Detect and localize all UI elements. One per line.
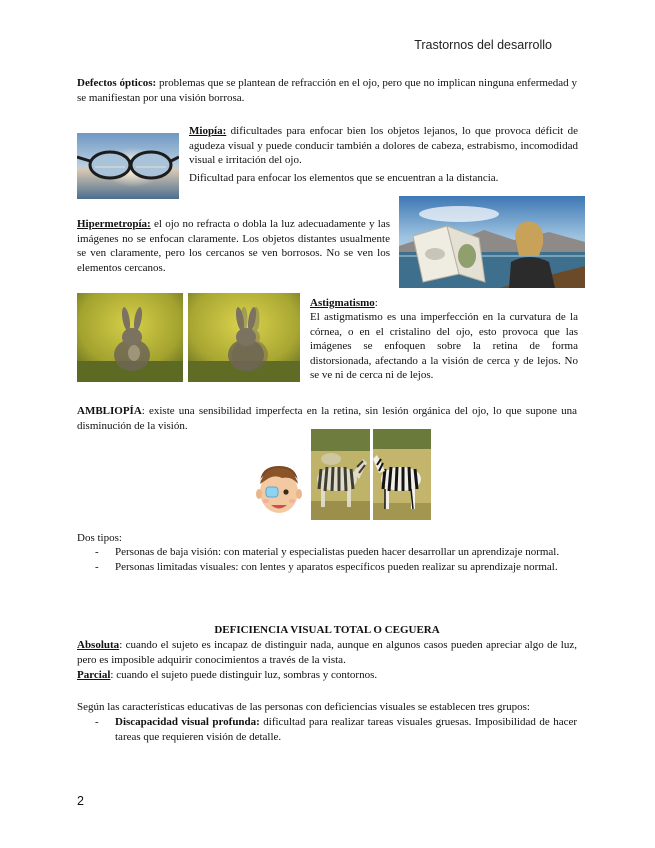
term-parcial: Parcial (77, 669, 111, 681)
miopia-text: dificultades para enfocar bien los objetos lejanos, lo que provoca déficit de agudeza visual y puede conducir también a dolores de cabeza, estrabismo, incomodidad visual e irritación del ojo. (189, 125, 578, 166)
tipos-list (77, 545, 577, 574)
tipos-intro: Dos tipos: (77, 532, 122, 544)
term-hipermetropia: Hipermetropía: (77, 218, 151, 230)
miopia-summary: Dificultad para enfocar los elementos que se encuentran a la distancia. (189, 172, 499, 184)
image-glasses-sea (77, 133, 179, 199)
term-absoluta: Absoluta (77, 639, 120, 651)
list-item: - Personas limitadas visuales: con lentes y aparatos específicos pueden realizar su aprendizaje normal. (77, 560, 577, 575)
term-miopia: Miopía: (189, 125, 227, 137)
ambliopia-text: : existe una sensibilidad imperfecta en la retina, sin lesión orgánica del ojo, lo que supone una disminución de la visión. (77, 405, 577, 432)
image-rabbit-double (188, 293, 300, 382)
term-defectos-opticos: Defectos ópticos: (77, 77, 157, 89)
paragraph-miopia (189, 124, 578, 168)
grupo-term: Discapacidad visual profunda: (115, 716, 260, 728)
section-heading-ceguera (77, 623, 577, 638)
term-astigmatismo: Astigmatismo (310, 297, 375, 309)
image-zebras-sharp (373, 429, 431, 520)
image-zebras-blurred (311, 429, 370, 520)
grupos-intro: Según las características educativas de las personas con deficiencias visuales se establecen tres grupos: (77, 701, 530, 713)
astigmatismo-colon: : (374, 297, 378, 309)
list-item (77, 715, 577, 744)
defectos-text: problemas que se plantean de refracción en el ojo, pero que no implican ninguna enfermedad y se manifiestan por una visión borrosa. (77, 77, 577, 104)
page-number: 2 (77, 794, 84, 808)
absoluta-text: : cuando el sujeto es incapaz de distinguir nada, aunque en algunos casos pueden apreciar algo de luz, pero es imposible adquirir conocimientos a través de la vista. (77, 639, 577, 666)
ceguera-heading-text: DEFICIENCIA VISUAL TOTAL O CEGUERA (214, 624, 440, 636)
paragraph-absoluta (77, 638, 577, 667)
parcial-text: : cuando el sujeto puede distinguir luz, sombras y contornos. (110, 669, 378, 681)
image-rabbit-blurred (77, 293, 183, 382)
paragraph-defectos-opticos (77, 76, 577, 105)
grupo-text: dificultad para realizar tareas visuales gruesas. Imposibilidad de hacer tareas que requieren visión de detalle. (115, 716, 578, 743)
list-item: - Personas de baja visión: con material y especialistas pueden hacer desarrollar un aprendizaje normal. (77, 545, 577, 560)
paragraph-astigmatismo: El astigmatismo es una imperfección en la curvatura de la córnea, o en el cristalino del ojo, esto provoca que las imágenes se enfoquen sobre la retina de forma distorsionada, afectando a la visión de cerca y de lejos. No se ve ni de cerca ni de lejos. (310, 311, 578, 381)
image-boy-eye-patch (254, 462, 304, 518)
running-header: Trastornos del desarrollo (414, 38, 552, 52)
astigmatismo-title (310, 296, 578, 311)
paragraph-hipermetropia (77, 217, 390, 275)
hipermetropia-text: el ojo no refracta o dobla la luz adecuadamente y las imágenes no se enfocan claramente. Los objetos distantes usualmente se ven claramente, pero los cercanos se ven borrosos. No se ven los elementos cercanos. (77, 218, 390, 274)
term-ambliopia: AMBLIOPÍA (77, 405, 142, 417)
paragraph-parcial (77, 668, 577, 683)
image-woman-reading-book (399, 196, 585, 288)
grupos-list (77, 715, 577, 744)
